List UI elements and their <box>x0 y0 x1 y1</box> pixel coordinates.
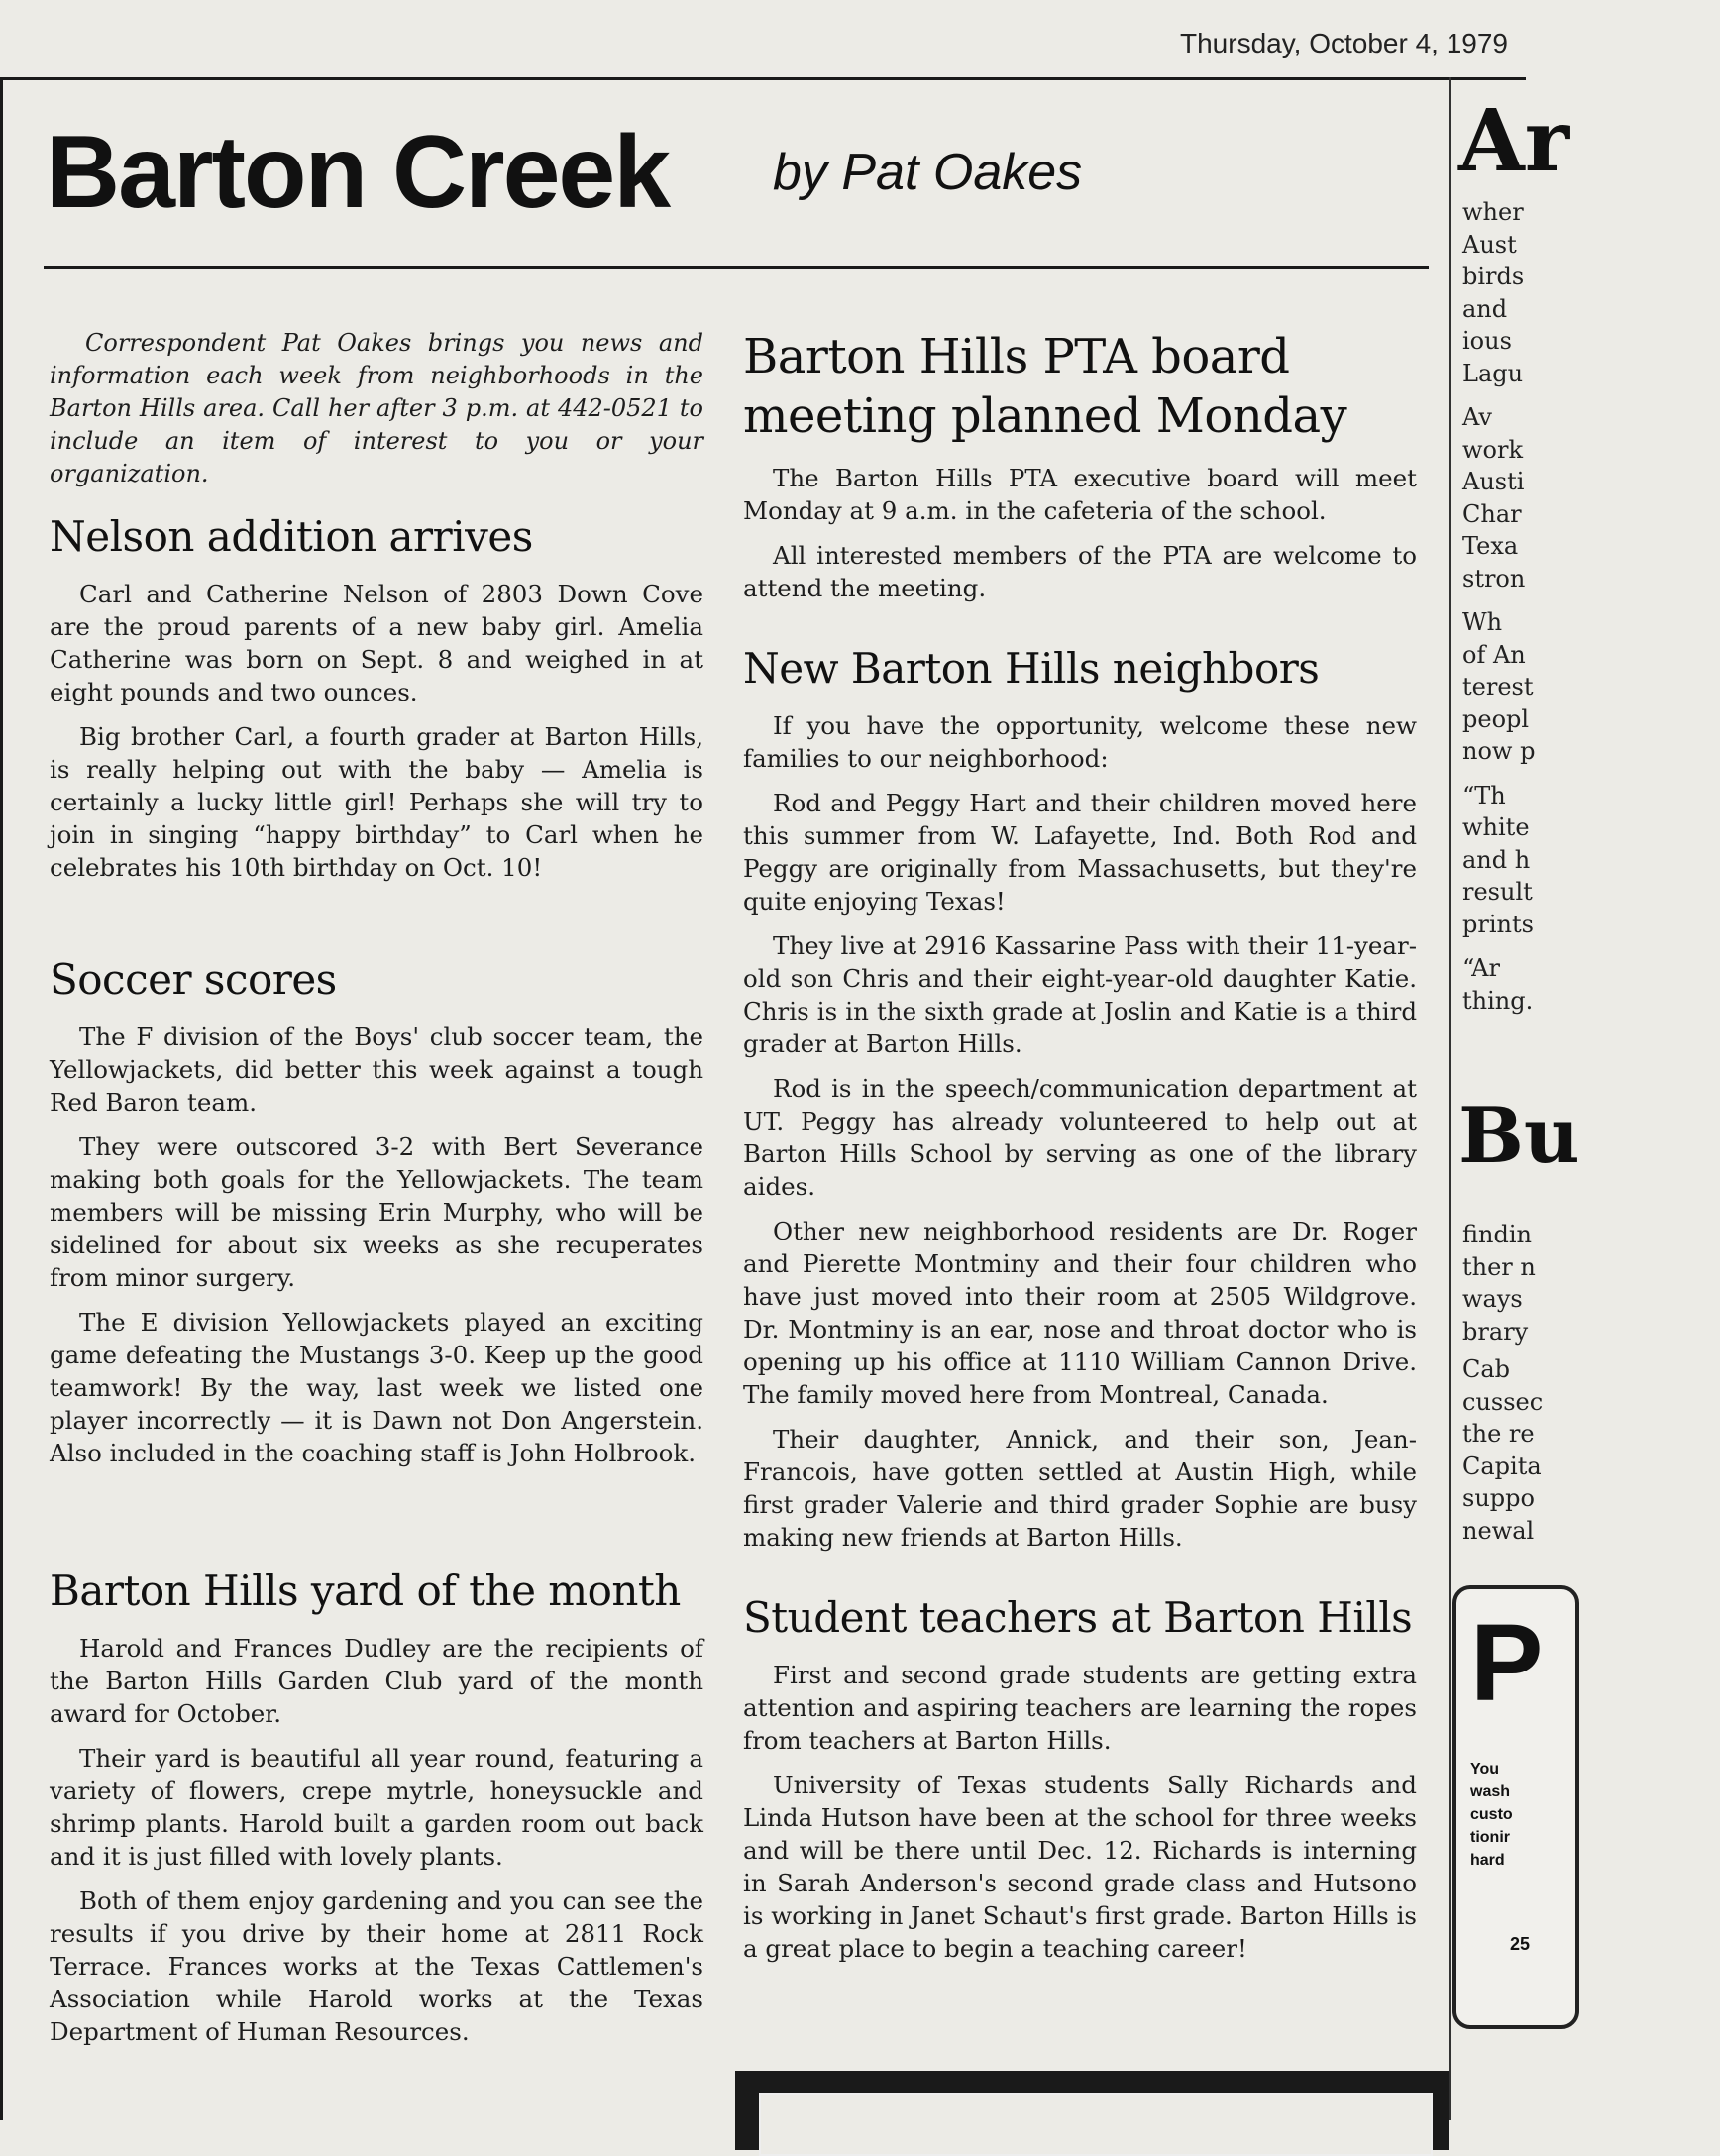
fragment-line: now p <box>1462 737 1536 765</box>
fragment-line: Capita <box>1462 1452 1542 1480</box>
ad-text-line: hard <box>1470 1852 1505 1869</box>
fragment-line: Av <box>1462 403 1492 431</box>
fragment-line: wher <box>1462 198 1524 226</box>
fragment-line: Wh <box>1462 608 1503 636</box>
yard-paragraph: Harold and Frances Dudley are the recipients of the Barton Hills Garden Club yard of the month award for October. <box>50 1634 703 1728</box>
neighbors-headline: New Barton Hills neighbors <box>743 644 1320 693</box>
ad-letter: P <box>1470 1602 1544 1724</box>
page-date: Thursday, October 4, 1979 <box>1180 28 1508 58</box>
column-rule <box>1449 77 1451 2120</box>
neighbors-paragraph: Their daughter, Annick, and their son, Jean-Francois, have gotten settled at Austin High, while first grader Valerie and third grader Sophie are busy making new friends at Barton Hills. <box>743 1425 1417 1552</box>
soccer-paragraph: They were outscored 3-2 with Bert Severance making both goals for the Yellowjackets. The team members will be missing Erin Murphy, who will be sidelined for about six weeks as she recuperates from minor surgery. <box>50 1132 703 1292</box>
fragment-line: Austi <box>1462 468 1525 495</box>
fragment-line: Cab <box>1462 1355 1511 1383</box>
spacer <box>50 1481 703 1566</box>
students-paragraph: First and second grade students are getting extra attention and aspiring teachers are learning the ropes from teachers at Barton Hills. <box>743 1661 1417 1755</box>
fragment-line: thing. <box>1462 986 1534 1015</box>
yard-paragraph: Both of them enjoy gardening and you can see the results if you drive by their home at 2811 Rock Terrace. Frances works at the Texas Cattlemen's Association while Harold works at the Texas Department of Human Resources. <box>50 1886 703 2046</box>
fragment-line: suppo <box>1462 1484 1535 1512</box>
intro-note: Correspondent Pat Oakes brings you news and information each week from neighborhoods in the Barton Hills area. Call her after 3 p.m. at 442-0521 to include an item of interest to you or your organization. <box>50 329 703 487</box>
fragment-line: of An <box>1462 640 1526 669</box>
fragment-line: “Ar <box>1462 954 1500 982</box>
fragment-line: the re <box>1462 1420 1535 1448</box>
spacer <box>743 616 1417 644</box>
bottom-ad-inner <box>759 2093 1433 2156</box>
students-paragraph: University of Texas students Sally Richards and Linda Hutson have been at the school for three weeks and will be there until Dec. 12. Richards is interning in Sarah Anderson's second grade class and Hutsono is working in Janet Schaut's first grade. Barton Hills is a great place to begin a teaching career! <box>743 1771 1417 1963</box>
soccer-paragraph: The F division of the Boys' club soccer team, the Yellowjackets, did better this week against a tough Red Baron team. <box>50 1023 703 1117</box>
fragment-line: newal <box>1462 1516 1535 1545</box>
masthead-rule <box>44 266 1429 269</box>
top-rule <box>0 77 1526 80</box>
neighbors-paragraph: They live at 2916 Kassarine Pass with their 11-year-old son Chris and their eight-year-old daughter Katie. Chris is in the sixth grade at Joslin and Katie is a third grader at Barton Hills. <box>743 931 1417 1058</box>
fragment-line: Lagu <box>1462 359 1524 387</box>
neighbors-paragraph: Rod and Peggy Hart and their children moved here this summer from W. Lafayette, Ind. Both Rod and Peggy are originally from Massachusetts, but they're quite enjoying Texas! <box>743 789 1417 916</box>
left-column <box>50 327 703 2060</box>
column-title: Barton Creek <box>46 115 670 230</box>
fragment-line: prints <box>1462 910 1534 938</box>
fragment-line: ways <box>1462 1285 1523 1313</box>
spacer <box>743 1565 1417 1593</box>
fragment-line: Aust <box>1462 230 1517 259</box>
fragment-line: and h <box>1462 845 1531 874</box>
fragment-line: findin <box>1462 1221 1532 1248</box>
neighbors-paragraph: Other new neighborhood residents are Dr. Roger and Pierette Montminy and their four children who have just moved into their room at 2505 Wildgrove. Dr. Montminy is an ear, nose and throat doctor who is opening up his office at 1110 William Cannon Drive. The family moved here from Montreal, Canada. <box>743 1217 1417 1409</box>
neighbors-paragraph: If you have the opportunity, welcome these new families to our neighborhood: <box>743 711 1417 773</box>
nelson-paragraph: Big brother Carl, a fourth grader at Barton Hills, is really helping out with the baby — Amelia is certainly a lucky little girl! Perhaps she will try to join in singing “happy birthday” to Carl when he celebrates his 10th birthday on Oct. 10! <box>50 722 703 882</box>
fragment-line: ious <box>1462 327 1512 355</box>
fragment-line: white <box>1462 813 1530 841</box>
soccer-paragraph: The E division Yellowjackets played an exciting game defeating the Mustangs 3-0. Keep up the good teamwork! By the way, last week we listed one player incorrectly — it is Dawn not Don Angerstein. Also included in the coaching staff is John Holbrook. <box>50 1308 703 1467</box>
nelson-headline: Nelson addition arrives <box>50 512 533 561</box>
left-rule <box>0 77 3 2120</box>
middle-column <box>743 327 1417 1977</box>
spacer <box>50 896 703 955</box>
pta-paragraph: All interested members of the PTA are welcome to attend the meeting. <box>743 541 1417 602</box>
ad-text-line: custo <box>1470 1806 1513 1823</box>
fragment-line: Char <box>1462 499 1522 528</box>
pta-headline: Barton Hills PTA board meeting planned Monday <box>743 329 1347 444</box>
advertisement-box <box>1452 1585 1579 2029</box>
fragment-headline: Ar <box>1458 91 1570 191</box>
soccer-headline: Soccer scores <box>50 955 337 1004</box>
yard-headline: Barton Hills yard of the month <box>50 1566 681 1615</box>
fragment-line: terest <box>1462 673 1534 701</box>
fragment-line: stron <box>1462 564 1526 593</box>
fragment-line: birds <box>1462 263 1525 290</box>
nelson-paragraph: Carl and Catherine Nelson of 2803 Down Cove are the proud parents of a new baby girl. Amelia Catherine was born on Sept. 8 and weighed in at eight pounds and two ounces. <box>50 580 703 706</box>
ad-text-line: tionir <box>1470 1829 1510 1846</box>
fragment-line: result <box>1462 878 1533 906</box>
byline: by Pat Oakes <box>773 144 1083 201</box>
fragment-line: “Th <box>1462 781 1506 809</box>
fragment-line: and <box>1462 294 1508 323</box>
students-headline: Student teachers at Barton Hills <box>743 1593 1413 1642</box>
fragment-line: peopl <box>1462 704 1530 733</box>
pta-paragraph: The Barton Hills PTA executive board will meet Monday at 9 a.m. in the cafeteria of the school. <box>743 464 1417 525</box>
fragment-line: cussec <box>1462 1387 1544 1416</box>
ad-text-line: wash <box>1470 1783 1511 1800</box>
fragment-line: ther n <box>1462 1252 1536 1281</box>
fragment-headline: Bu <box>1458 1091 1580 1181</box>
ad-number: 25 <box>1510 1934 1531 1954</box>
fragment-line: brary <box>1462 1317 1529 1346</box>
ad-text-line: You <box>1470 1761 1500 1778</box>
fragment-line: work <box>1462 435 1524 464</box>
neighbors-paragraph: Rod is in the speech/communication department at UT. Peggy has already volunteered to help out at Barton Hills School by serving as one of the library aides. <box>743 1074 1417 1201</box>
yard-paragraph: Their yard is beautiful all year round, featuring a variety of flowers, crepe mytrle, honeysuckle and shrimp plants. Harold built a garden room out back and it is just filled with lovely plants. <box>50 1744 703 1871</box>
fragment-line: Texa <box>1462 532 1519 560</box>
